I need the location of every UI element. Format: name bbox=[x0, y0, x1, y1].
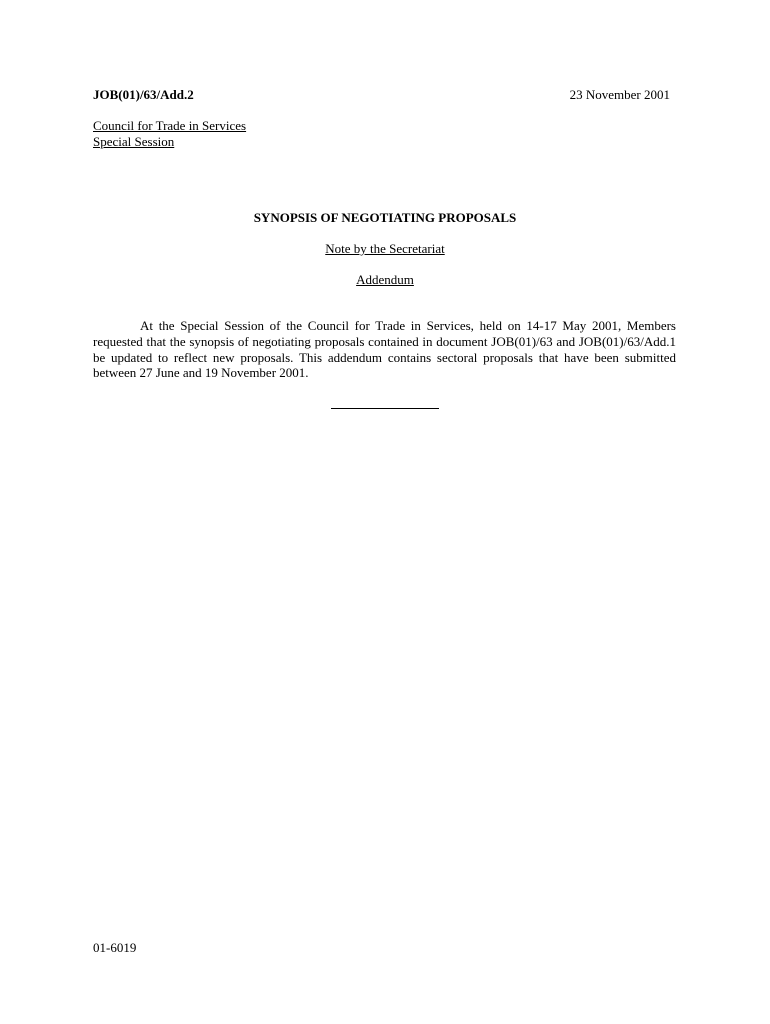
separator-rule bbox=[331, 408, 439, 409]
document-date: 23 November 2001 bbox=[569, 87, 670, 102]
intro-paragraph: At the Special Session of the Council for Trade in Services, held on 14-17 May 2001, Members requested that the synopsis of negotiating proposals contained in document JOB(01)/63 and JOB(01)/63/Add.1 be updated to reflect new proposals. This addendum contains sectoral proposals that have been submitted between 27 June and 19 November 2001. bbox=[93, 318, 676, 381]
addendum-label: Addendum bbox=[356, 272, 414, 287]
document-subtitle: Note by the Secretariat bbox=[325, 241, 445, 256]
document-symbol: JOB(01)/63/Add.2 bbox=[93, 87, 194, 102]
body-name: Council for Trade in Services bbox=[93, 118, 247, 133]
document-title: SYNOPSIS OF NEGOTIATING PROPOSALS bbox=[253, 210, 517, 225]
footer-reference: 01-6019 bbox=[93, 940, 137, 955]
session-name: Special Session bbox=[93, 134, 175, 149]
